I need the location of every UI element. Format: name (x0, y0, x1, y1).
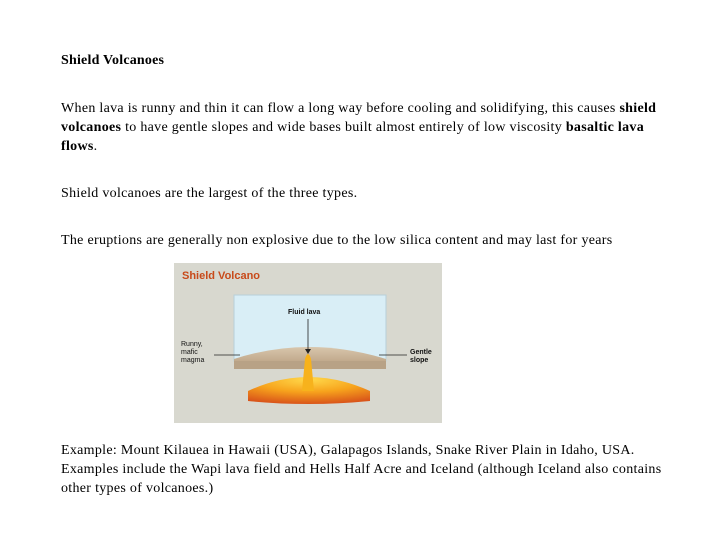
label-fluid-lava: Fluid lava (288, 309, 321, 316)
label-runny-magma: Runny, mafic magma (181, 341, 205, 364)
label-gentle-slope: Gentle slope (410, 349, 432, 364)
shield-volcano-diagram (174, 263, 442, 423)
term-basaltic-lava-flows: basaltic lava flows (61, 120, 645, 154)
paragraph-text: When lava is runny and thin it can flow a long way before cooling and solidifying, this causes (61, 101, 620, 116)
paragraph-eruptions: The eruptions are generally non explosive due to the low silica content and may last for years (61, 233, 613, 248)
term-shield-volcanoes: shield volcanoes (61, 101, 657, 135)
paragraph-runny-lava (61, 99, 671, 156)
paragraph-examples: Example: Mount Kilauea in Hawaii (USA), Galapagos Islands, Snake River Plain in Idaho, USA. Examples include the Wapi lava field and Hells Half Acre and Iceland (although Iceland also contains other types of volcanoes.) (61, 443, 662, 496)
paragraph-largest: Shield volcanoes are the largest of the three types. (61, 186, 358, 201)
page-title: Shield Volcanoes (61, 53, 165, 68)
paragraph-text: to have gentle slopes and wide bases built almost entirely of low viscosity (121, 120, 566, 135)
diagram-title: Shield Volcano (182, 270, 261, 282)
paragraph-text: . (93, 139, 98, 154)
volcano-illustration (174, 263, 442, 423)
